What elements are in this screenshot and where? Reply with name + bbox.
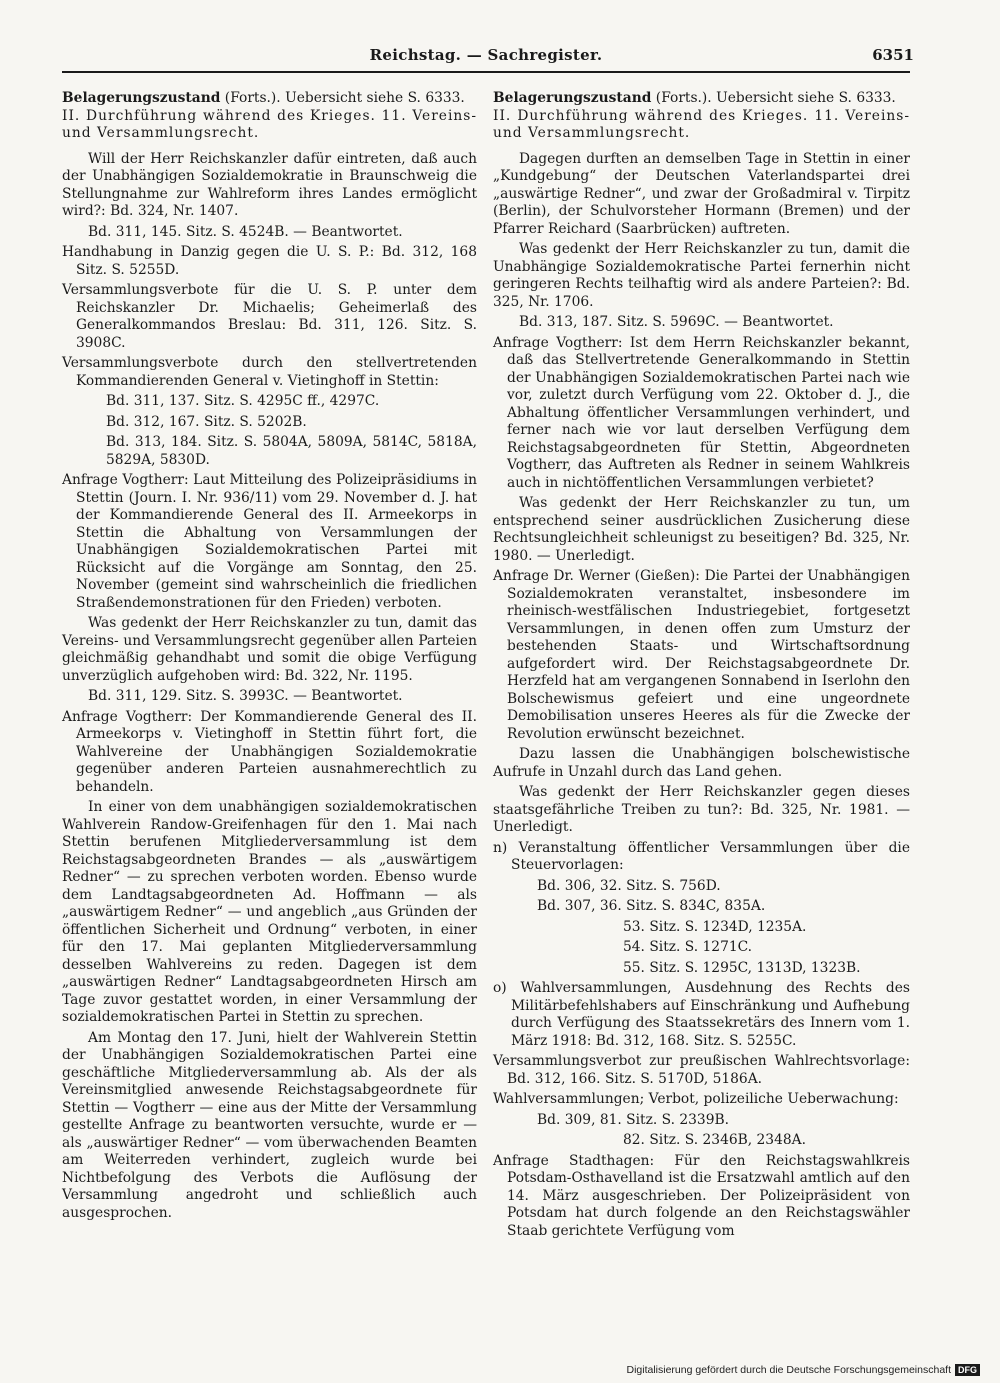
right-heading-sub: II. Durchführung während des Krieges. 11. Vereins- und Versammlungsrecht.	[493, 107, 910, 141]
right-paragraph: Was gedenkt der Herr Reichskanzler zu tun, damit die Unabhängige Sozialdemokratische Partei fernerhin nicht geringeren Rechts teilhaftig wird als andere Parteien?: Bd. 325, Nr. 1706.	[493, 241, 910, 310]
right-section-heading	[493, 90, 910, 143]
left-section-heading	[62, 90, 477, 143]
right-paragraph: Wahlversammlungen; Verbot, polizeiliche Ueberwachung:	[493, 1091, 899, 1107]
left-paragraph: Versammlungsverbote durch den stellvertretenden Kommandierenden General v. Vietinghoff in Stettin:	[62, 355, 477, 389]
right-paragraph: Was gedenkt der Herr Reichskanzler gegen dieses staatsgefährliche Treiben zu tun?: Bd. 325, Nr. 1981. — Unerledigt.	[493, 784, 910, 835]
left-paragraph: Bd. 313, 184. Sitz. S. 5804A, 5809A, 5814C, 5818A, 5829A, 5830D.	[106, 434, 477, 468]
running-header	[62, 46, 914, 72]
right-paragraph: Was gedenkt der Herr Reichskanzler zu tun, um entsprechend seiner ausdrücklichen Zusicherung diese Rechtsungleichheit schleunigst zu beseitigen? Bd. 325, Nr. 1980. — Unerledigt.	[493, 495, 910, 564]
right-paragraph: Anfrage Dr. Werner (Gießen): Die Partei der Unabhängigen Sozialdemokraten veranstaltet, insbesondere im rheinisch-westfälischen Industriegebiet, fortgesetzt Versammlungen, in denen offen zum Umsturz der bestehenden Staats- und Wirtschaftsordnung aufgefordert wird. Der Reichstagsabgeordnete Dr. Herzfeld hat am vergangenen Sonnabend in Iserlohn den Bolschewismus gefeiert und eine ungeordnete Demobilisation unseres Heeres als für die Zwecke der Revolution erwünscht bezeichnet.	[493, 568, 910, 742]
right-column	[493, 90, 910, 1243]
dfg-logo: DFG	[955, 1364, 980, 1376]
left-paragraph: Bd. 311, 137. Sitz. S. 4295C ff., 4297C.	[106, 393, 380, 409]
right-heading-title: Belagerungszustand	[493, 90, 652, 106]
footer-credit	[626, 1364, 980, 1376]
right-paragraph: n) Veranstaltung öffentlicher Versammlungen über die Steuervorlagen:	[493, 839, 910, 873]
right-body	[493, 151, 910, 1241]
right-paragraph: Anfrage Stadthagen: Für den Reichstagswahlkreis Potsdam-Osthavelland ist die Ersatzwahl amtlich auf den 14. März ausgeschrieben. Der Polizeipräsident von Potsdam hat durch folgende an den Reichstagswähler Staab gerichtete Verfügung vom	[493, 1152, 910, 1239]
footer-text: Digitalisierung gefördert durch die Deutsche Forschungsgemeinschaft	[626, 1364, 951, 1376]
right-paragraph: 55. Sitz. S. 1295C, 1313D, 1323B.	[623, 959, 861, 976]
left-paragraph: Am Montag den 17. Juni, hielt der Wahlverein Stettin der Unabhängigen Sozialdemokratischen Partei eine geschäftliche Mitgliederversammlung ab. Als der als Vereinsmitglied anwesende Reichstagsabgeordnete für Stettin — Vogtherr — eine aus der Mitte der Versammlung gestellte Anfrage zu beantworten versuchte, wurde er — als „auswärtiger Redner“ — vom überwachenden Beamten am Weiterreden verhindert, zugleich wurde bei Nichtbefolgung des Verbots die Auflösung der Versammlung angedroht und schließlich auch ausgesprochen.	[62, 1029, 477, 1221]
right-paragraph: Bd. 313, 187. Sitz. S. 5969C. — Beantwortet.	[519, 314, 834, 330]
right-paragraph: Bd. 307, 36. Sitz. S. 834C, 835A.	[537, 898, 766, 914]
left-paragraph: In einer von dem unabhängigen sozialdemokratischen Wahlverein Randow-Greifenhagen für den 1. Mai nach Stettin berufenen Mitgliederversammlung ist dem Reichstagsabgeordneten Brandes — als „auswärtigem Redner“ — zu sprechen verboten worden. Ebenso wurde dem Landtagsabgeordneten Ad. Hoffmann — als „auswärtigem Redner“ — und angeblich „aus Gründen der öffentlichen Sicherheit und Ordnung“ verboten, in einer für den 17. Mai geplanten Mitgliederversammlung desselben Wahlvereins zu reden. Dagegen ist dem „auswärtigen Redner“ Landtagsabgeordneten Hirsch am Tage zuvor gestattet worden, in einer Versammlung der sozialdemokratischen Partei in Stettin zu sprechen.	[62, 799, 477, 1025]
right-paragraph: 82. Sitz. S. 2346B, 2348A.	[623, 1132, 806, 1148]
header-rule	[62, 71, 910, 73]
header-title: Reichstag. — Sachregister.	[369, 46, 603, 64]
right-paragraph: 53. Sitz. S. 1234D, 1235A.	[623, 918, 807, 935]
page-number: 6351	[872, 46, 914, 64]
right-paragraph: o) Wahlversammlungen, Ausdehnung des Rechts des Militärbefehlshabers auf Einschränkung und Aufhebung durch Verfügung des Staatssekretärs des Innern vom 1. März 1918: Bd. 312, 168. Sitz. S. 5255C.	[493, 980, 910, 1049]
right-paragraph: Bd. 306, 32. Sitz. S. 756D.	[537, 877, 721, 894]
right-paragraph: Dazu lassen die Unabhängigen bolschewistische Aufrufe in Unzahl durch das Land gehen.	[493, 746, 910, 780]
right-heading-rest: (Forts.). Uebersicht siehe S. 6333.	[651, 90, 896, 106]
left-heading-rest: (Forts.). Uebersicht siehe S. 6333.	[220, 90, 465, 106]
left-heading-sub: II. Durchführung während des Krieges. 11. Vereins- und Versammlungsrecht.	[62, 107, 477, 141]
right-paragraph: Dagegen durften an demselben Tage in Stettin in einer „Kundgebung“ der Deutschen Vaterlandspartei drei „auswärtige Redner“, und zwar der Großadmiral v. Tirpitz (Berlin), der Schulvorsteher Hormann (Bremen) und der Pfarrer Reichard (Saarbrücken) auftreten.	[493, 150, 910, 237]
left-paragraph: Anfrage Vogtherr: Laut Mitteilung des Polizeipräsidiums in Stettin (Journ. I. Nr. 936/11) vom 29. November d. J. hat der Kommandierende General des II. Armeekorps in Stettin die Abhaltung von Versammlungen der Unabhängigen Sozialdemokratischen Partei mit Rücksicht auf die Vorgänge am Sonntag, den 25. November (gemeint sind wahrscheinlich die friedlichen Straßendemonstrationen für den Frieden) verboten.	[62, 472, 477, 611]
left-paragraph: Anfrage Vogtherr: Der Kommandierende General des II. Armeekorps v. Vietinghoff in Stettin führt fort, die Wahlvereine der Unabhängigen Sozialdemokratie gegenüber anderen Parteien ausnahmerechtlich zu behandeln.	[62, 708, 477, 795]
left-paragraph: Versammlungsverbote für die U. S. P. unter dem Reichskanzler Dr. Michaelis; Geheimerlaß des Generalkommandos Breslau: Bd. 311, 126. Sitz. S. 3908C.	[62, 282, 477, 351]
left-column	[62, 90, 477, 1225]
left-paragraph: Bd. 311, 145. Sitz. S. 4524B. — Beantwortet.	[88, 223, 403, 240]
right-paragraph: Bd. 309, 81. Sitz. S. 2339B.	[537, 1111, 729, 1128]
right-paragraph: 54. Sitz. S. 1271C.	[623, 939, 753, 955]
left-body	[62, 151, 477, 1223]
left-paragraph: Bd. 312, 167. Sitz. S. 5202B.	[106, 413, 307, 430]
right-paragraph: Anfrage Vogtherr: Ist dem Herrn Reichskanzler bekannt, daß das Stellvertretende Generalkommando in Stettin der Unabhängigen Sozialdemokratischen Partei nach wie vor, zuletzt durch Verfügung vom 22. Oktober d. J., die Abhaltung öffentlicher Versammlungen verhindert, und ferner nach wie vor laut derselben Verfügung dem Reichstagsabgeordneten für Stettin, Abgeordneten Vogtherr, das Auftreten als Redner in seinem Wahlkreis auch in nichtöffentlichen Versammlungen verbietet?	[493, 334, 910, 491]
left-paragraph: Bd. 311, 129. Sitz. S. 3993C. — Beantwortet.	[88, 688, 403, 704]
left-heading-title: Belagerungszustand	[62, 90, 221, 106]
right-paragraph: Versammlungsverbot zur preußischen Wahlrechtsvorlage: Bd. 312, 166. Sitz. S. 5170D, 5186A.	[493, 1053, 910, 1087]
left-paragraph: Was gedenkt der Herr Reichskanzler zu tun, damit das Vereins- und Versammlungsrecht gegenüber allen Parteien gleichmäßig gehandhabt und somit die obige Verfügung unverzüglich aufgehoben wird: Bd. 322, Nr. 1195.	[62, 615, 477, 684]
left-paragraph: Will der Herr Reichskanzler dafür eintreten, daß auch der Unabhängigen Sozialdemokratie in Braunschweig die Stellungnahme zur Wahlreform ihres Landes ermöglicht wird?: Bd. 324, Nr. 1407.	[62, 150, 477, 219]
left-paragraph: Handhabung in Danzig gegen die U. S. P.: Bd. 312, 168 Sitz. S. 5255D.	[62, 244, 477, 278]
